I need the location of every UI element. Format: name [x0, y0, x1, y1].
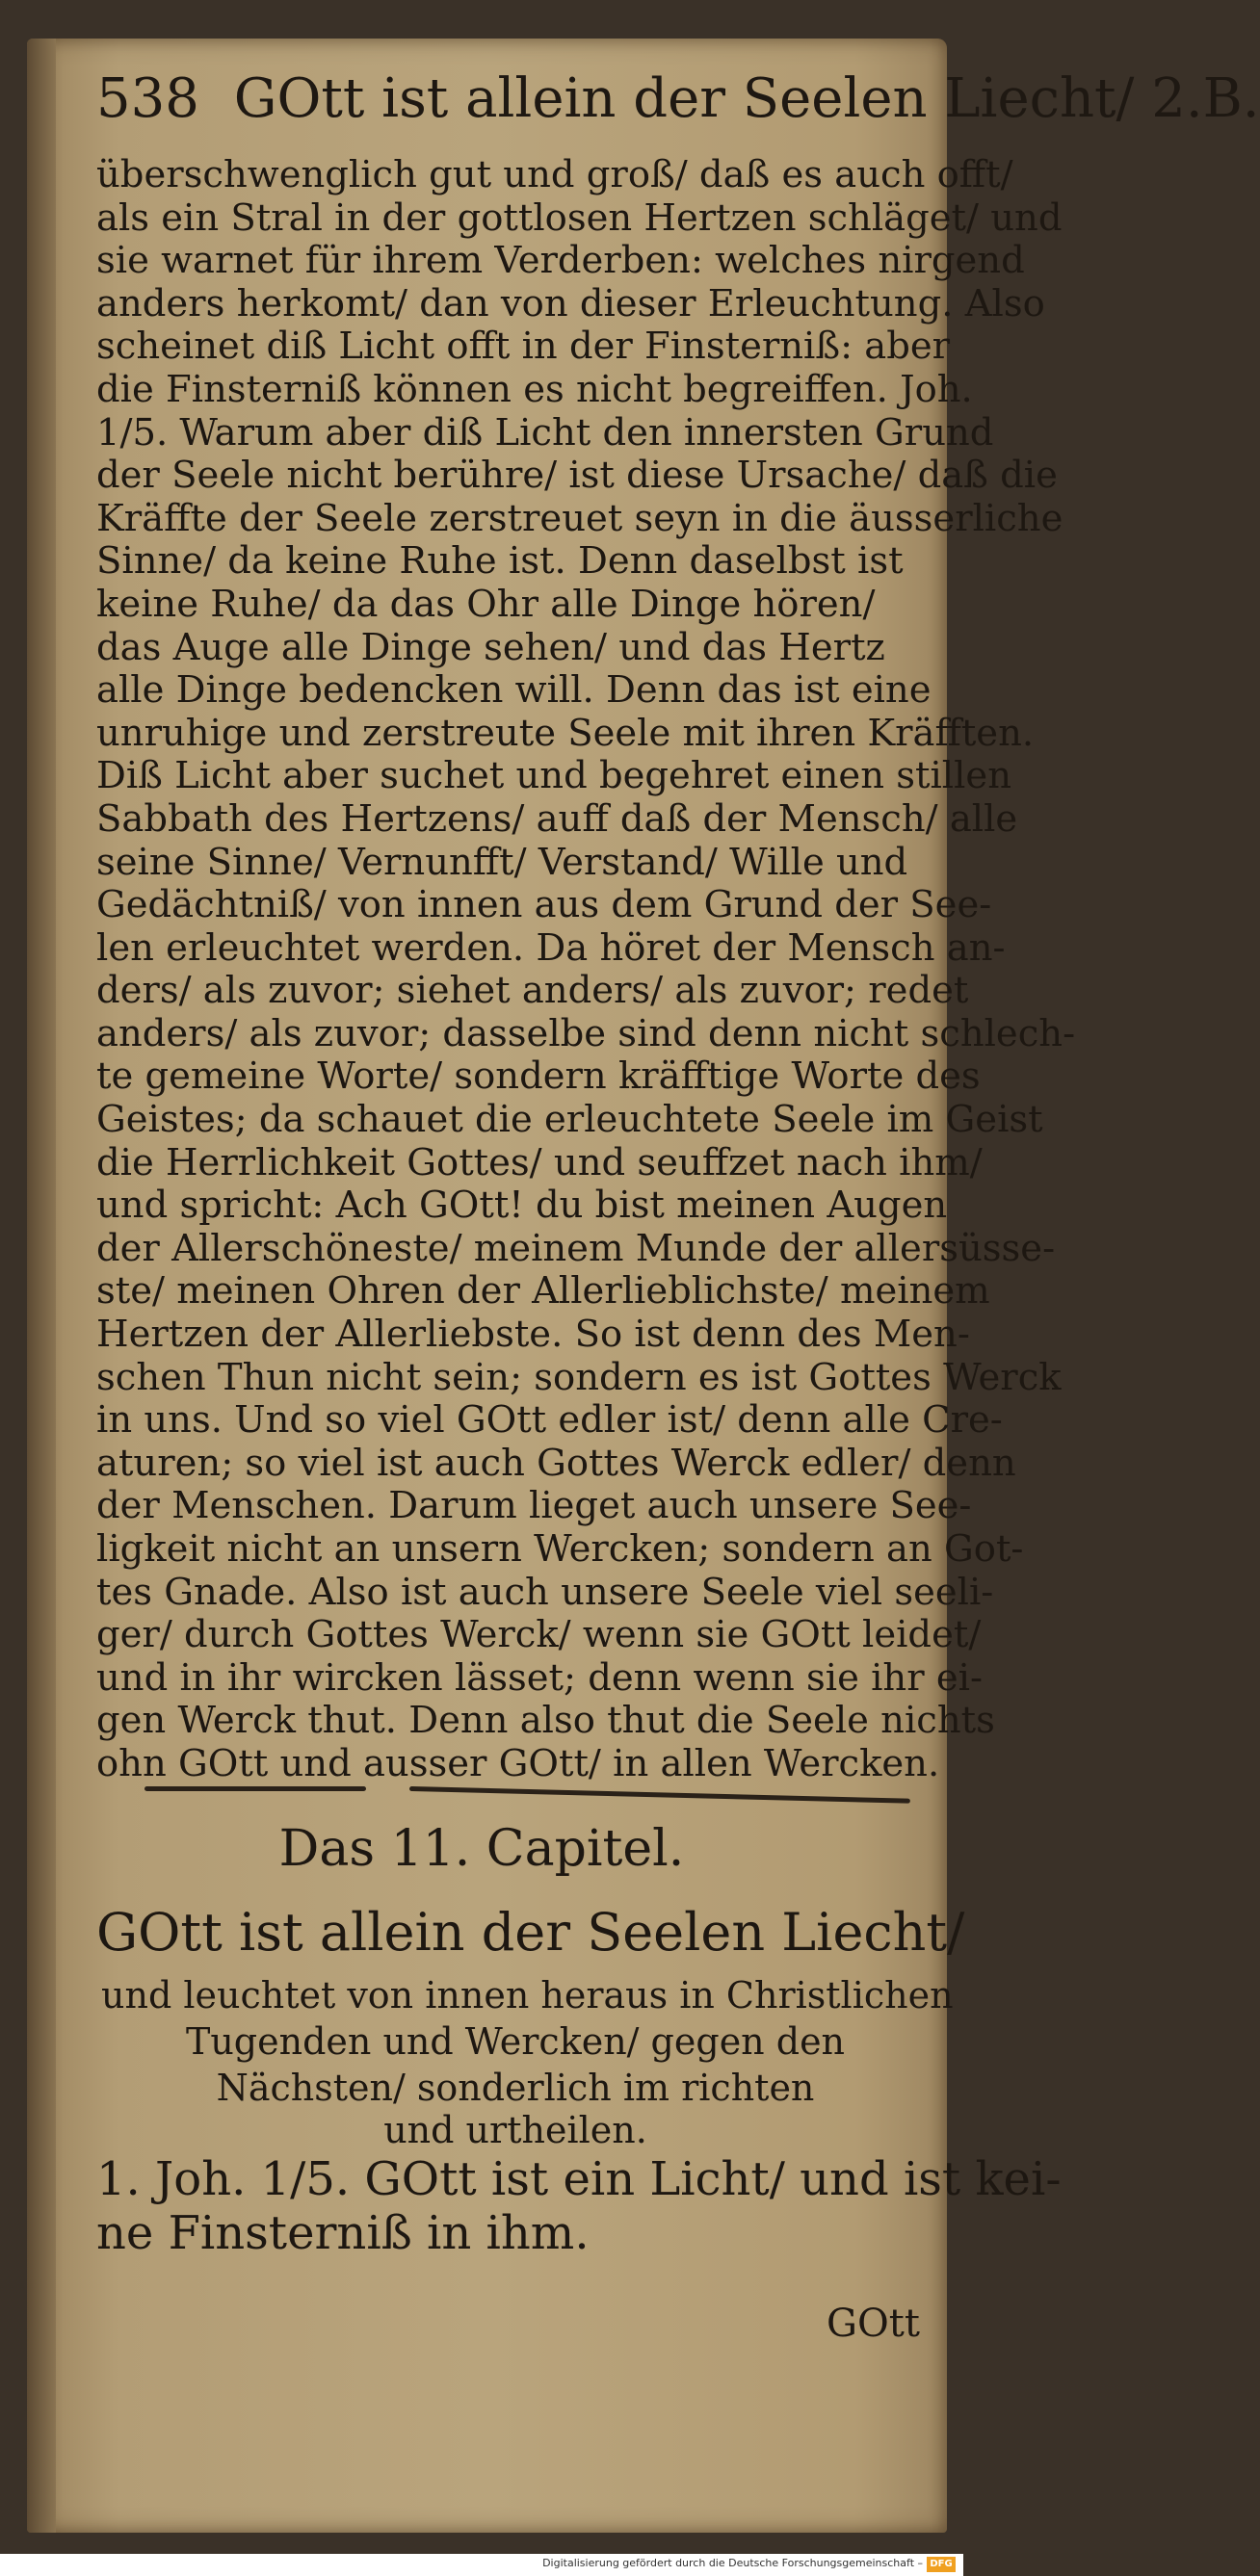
text-line: anders herkomt/ dan von dieser Erleuchtung. Also: [96, 281, 1045, 325]
page-number: 538: [96, 67, 199, 130]
digitization-footer: [0, 2554, 963, 2576]
text-line: ligkeit nicht an unsern Wercken; sondern an Got-: [96, 1527, 1024, 1571]
scripture-verse: [96, 2152, 1062, 2260]
text-line: gen Werck thut. Denn also thut die Seele nichts: [96, 1699, 995, 1743]
running-head-title: GOtt ist allein der Seelen Liecht/ 2.B.: [233, 67, 1260, 130]
text-line: ste/ meinen Ohren der Allerlieblichste/ meinem: [96, 1269, 990, 1314]
text-line: alle Dinge bedencken will. Denn das ist eine: [96, 668, 932, 713]
verse-line: ne Finsterniß in ihm.: [96, 2206, 590, 2260]
text-line: in uns. Und so viel GOtt edler ist/ denn alle Cre-: [96, 1398, 1003, 1443]
text-line: unruhige und zerstreute Seele mit ihren Kräfften.: [96, 711, 1035, 755]
funding-credit: Digitalisierung gefördert durch die Deutsche Forschungsgemeinschaft –: [542, 2557, 923, 2569]
dfg-logo: DFG: [927, 2557, 956, 2572]
text-line: len erleuchtet werden. Da höret der Mensch an-: [96, 925, 1006, 970]
chapter-subtitle-line: Nächsten/ sonderlich im richten: [216, 2067, 815, 2109]
text-line: ders/ als zuvor; siehet anders/ als zuvor; redet: [96, 969, 969, 1013]
text-line: 1/5. Warum aber diß Licht den innersten Grund: [96, 410, 994, 455]
text-line: sie warnet für ihrem Verderben: welches nirgend: [96, 239, 1025, 283]
running-header: [96, 67, 1260, 154]
text-line: der Allerschöneste/ meinem Munde der allersüsse-: [96, 1226, 1056, 1270]
text-line: und in ihr wircken lässet; denn wenn sie ihr ei-: [96, 1655, 983, 1700]
text-line: aturen; so viel ist auch Gottes Werck edler/ denn: [96, 1441, 1016, 1485]
text-line: als ein Stral in der gottlosen Hertzen schläget/ und: [96, 195, 1063, 240]
text-line: scheinet diß Licht offt in der Finsterniß: aber: [96, 325, 951, 369]
text-line: überschwenglich gut und groß/ daß es auch offt/: [96, 153, 1013, 196]
text-line: seine Sinne/ Vernunfft/ Verstand/ Wille und: [96, 840, 908, 884]
chapter-title: GOtt ist allein der Seelen Liecht/: [96, 1902, 965, 1963]
chapter-heading: Das 11. Capitel.: [278, 1820, 685, 1878]
text-line: die Finsterniß können es nicht begreiffen. Joh.: [96, 367, 973, 411]
body-text: [96, 153, 1076, 1786]
text-line: schen Thun nicht sein; sondern es ist Gottes Werck: [96, 1355, 1062, 1399]
verse-line: 1. Joh. 1/5. GOtt ist ein Licht/ und ist kei-: [96, 2152, 1062, 2206]
text-line: Sinne/ da keine Ruhe ist. Denn daselbst ist: [96, 539, 904, 584]
text-line: Diß Licht aber suchet und begehret einen stillen: [96, 754, 1011, 798]
text-line: ger/ durch Gottes Werck/ wenn sie GOtt leidet/: [96, 1613, 982, 1657]
chapter-subtitle-line: Tugenden und Wercken/ gegen den: [185, 2020, 846, 2063]
text-line: anders/ als zuvor; dasselbe sind denn nicht schlech-: [96, 1011, 1076, 1055]
page-gutter: [27, 39, 56, 2533]
chapter-subtitle-line: und leuchtet von innen heraus in Christlichen: [101, 1974, 954, 2017]
text-line: keine Ruhe/ da das Ohr alle Dinge hören/: [96, 582, 876, 626]
chapter-subtitle-line: und urtheilen.: [383, 2109, 647, 2151]
divider-rule-left: [144, 1786, 366, 1791]
text-line: tes Gnade. Also ist auch unsere Seele viel seeli-: [96, 1570, 994, 1614]
text-line: Kräffte der Seele zerstreuet seyn in die äusserliche: [96, 496, 1063, 540]
text-line: das Auge alle Dinge sehen/ und das Hertz: [96, 625, 885, 669]
text-line: Gedächtniß/ von innen aus dem Grund der See-: [96, 883, 992, 927]
text-line: die Herrlichkeit Gottes/ und seuffzet nach ihm/: [96, 1140, 983, 1184]
text-line: Hertzen der Allerliebste. So ist denn des Men-: [96, 1313, 970, 1357]
text-line: der Menschen. Darum lieget auch unsere See-: [96, 1484, 972, 1528]
text-line: und spricht: Ach GOtt! du bist meinen Augen: [96, 1184, 948, 1228]
text-line: Sabbath des Hertzens/ auff daß der Mensch/ alle: [96, 796, 1018, 841]
text-line: te gemeine Worte/ sondern kräfftige Worte des: [96, 1054, 981, 1099]
text-line: Geistes; da schauet die erleuchtete Seele im Geist: [96, 1098, 1043, 1142]
catchword: GOtt: [827, 2302, 920, 2346]
text-line: der Seele nicht berühre/ ist diese Ursache/ daß die: [96, 454, 1058, 498]
text-line: ohn GOtt und ausser GOtt/ in allen Wercken.: [96, 1741, 940, 1785]
